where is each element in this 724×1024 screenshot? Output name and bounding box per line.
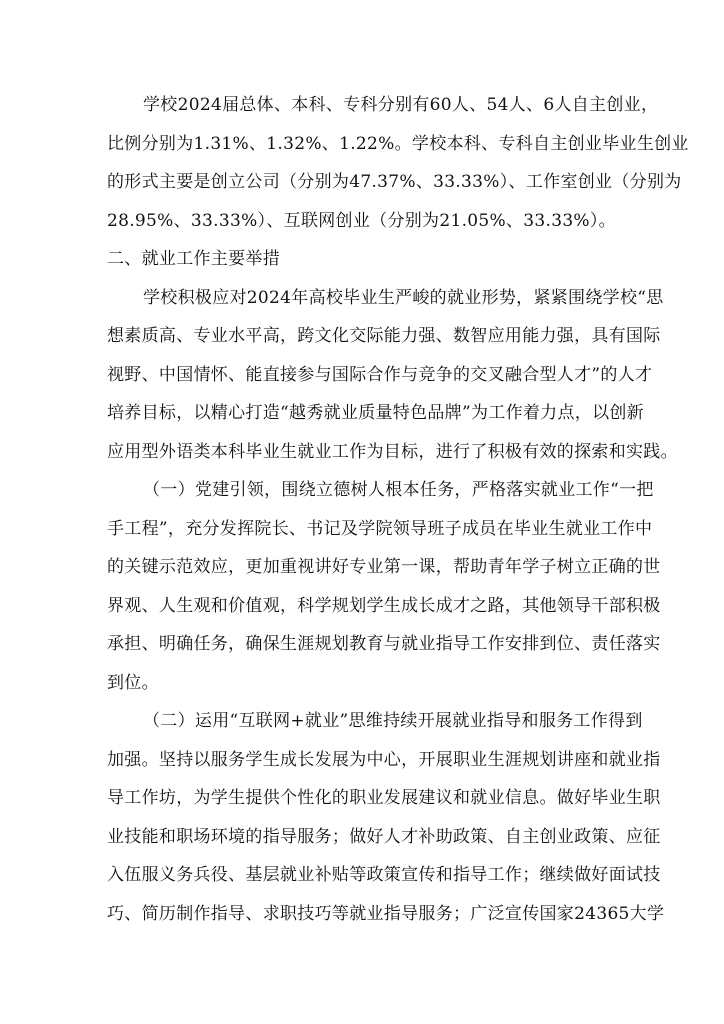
paragraph-4-line-3: 导工作坊，为学生提供个性化的职业发展建议和就业信息。做好毕业生职 bbox=[107, 788, 661, 808]
paragraph-2-line-4: 培养目标，以精心打造“越秀就业质量特色品牌”为工作着力点，以创新 bbox=[107, 403, 644, 423]
paragraph-4-line-4: 业技能和职场环境的指导服务；做好人才补助政策、自主创业政策、应征 bbox=[107, 827, 661, 847]
paragraph-3-line-2: 手工程”，充分发挥院长、书记及学院领导班子成员在毕业生就业工作中 bbox=[107, 519, 653, 539]
paragraph-2-line-5: 应用型外语类本科毕业生就业工作为目标，进行了积极有效的探索和实践。 bbox=[107, 442, 678, 462]
paragraph-3-line-1: （一）党建引领，围绕立德树人根本任务，严格落实就业工作“一把 bbox=[143, 480, 654, 500]
paragraph-1-line-4: 28.95%、33.33%）、互联网创业（分别为21.05%、33.33%）。 bbox=[107, 211, 616, 231]
section-heading: 二、就业工作主要举措 bbox=[107, 249, 280, 269]
paragraph-4-line-6: 巧、简历制作指导、求职技巧等就业指导服务；广泛宣传国家24365大学 bbox=[107, 904, 665, 924]
paragraph-4-line-5: 入伍服义务兵役、基层就业补贴等政策宣传和指导工作；继续做好面试技 bbox=[107, 865, 661, 885]
paragraph-4-line-2: 加强。坚持以服务学生成长发展为中心，开展职业生涯规划讲座和就业指 bbox=[107, 750, 661, 770]
paragraph-1-line-3: 的形式主要是创立公司（分别为47.37%、33.33%）、工作室创业（分别为 bbox=[107, 172, 682, 192]
paragraph-3-line-4: 界观、人生观和价值观，科学规划学生成长成才之路，其他领导干部积极 bbox=[107, 596, 661, 616]
paragraph-3-line-6: 到位。 bbox=[107, 673, 159, 693]
paragraph-2-line-3: 视野、中国情怀、能直接参与国际合作与竞争的交叉融合型人才”的人才 bbox=[107, 365, 653, 385]
paragraph-1-line-1: 学校2024届总体、本科、专科分别有60人、54人、6人自主创业， bbox=[143, 95, 659, 115]
paragraph-2-line-2: 想素质高、专业水平高，跨文化交际能力强、数智应用能力强，具有国际 bbox=[107, 326, 661, 346]
paragraph-1-line-2: 比例分别为1.31%、1.32%、1.22%。学校本科、专科自主创业毕业生创业 bbox=[107, 134, 689, 154]
paragraph-2-line-1: 学校积极应对2024年高校毕业生严峻的就业形势，紧紧围绕学校“思 bbox=[143, 288, 664, 308]
paragraph-3-line-3: 的关键示范效应，更加重视讲好专业第一课，帮助青年学子树立正确的世 bbox=[107, 557, 661, 577]
paragraph-3-line-5: 承担、明确任务，确保生涯规划教育与就业指导工作安排到位、责任落实 bbox=[107, 634, 661, 654]
paragraph-4-line-1: （二）运用“互联网+就业”思维持续开展就业指导和服务工作得到 bbox=[143, 711, 643, 731]
